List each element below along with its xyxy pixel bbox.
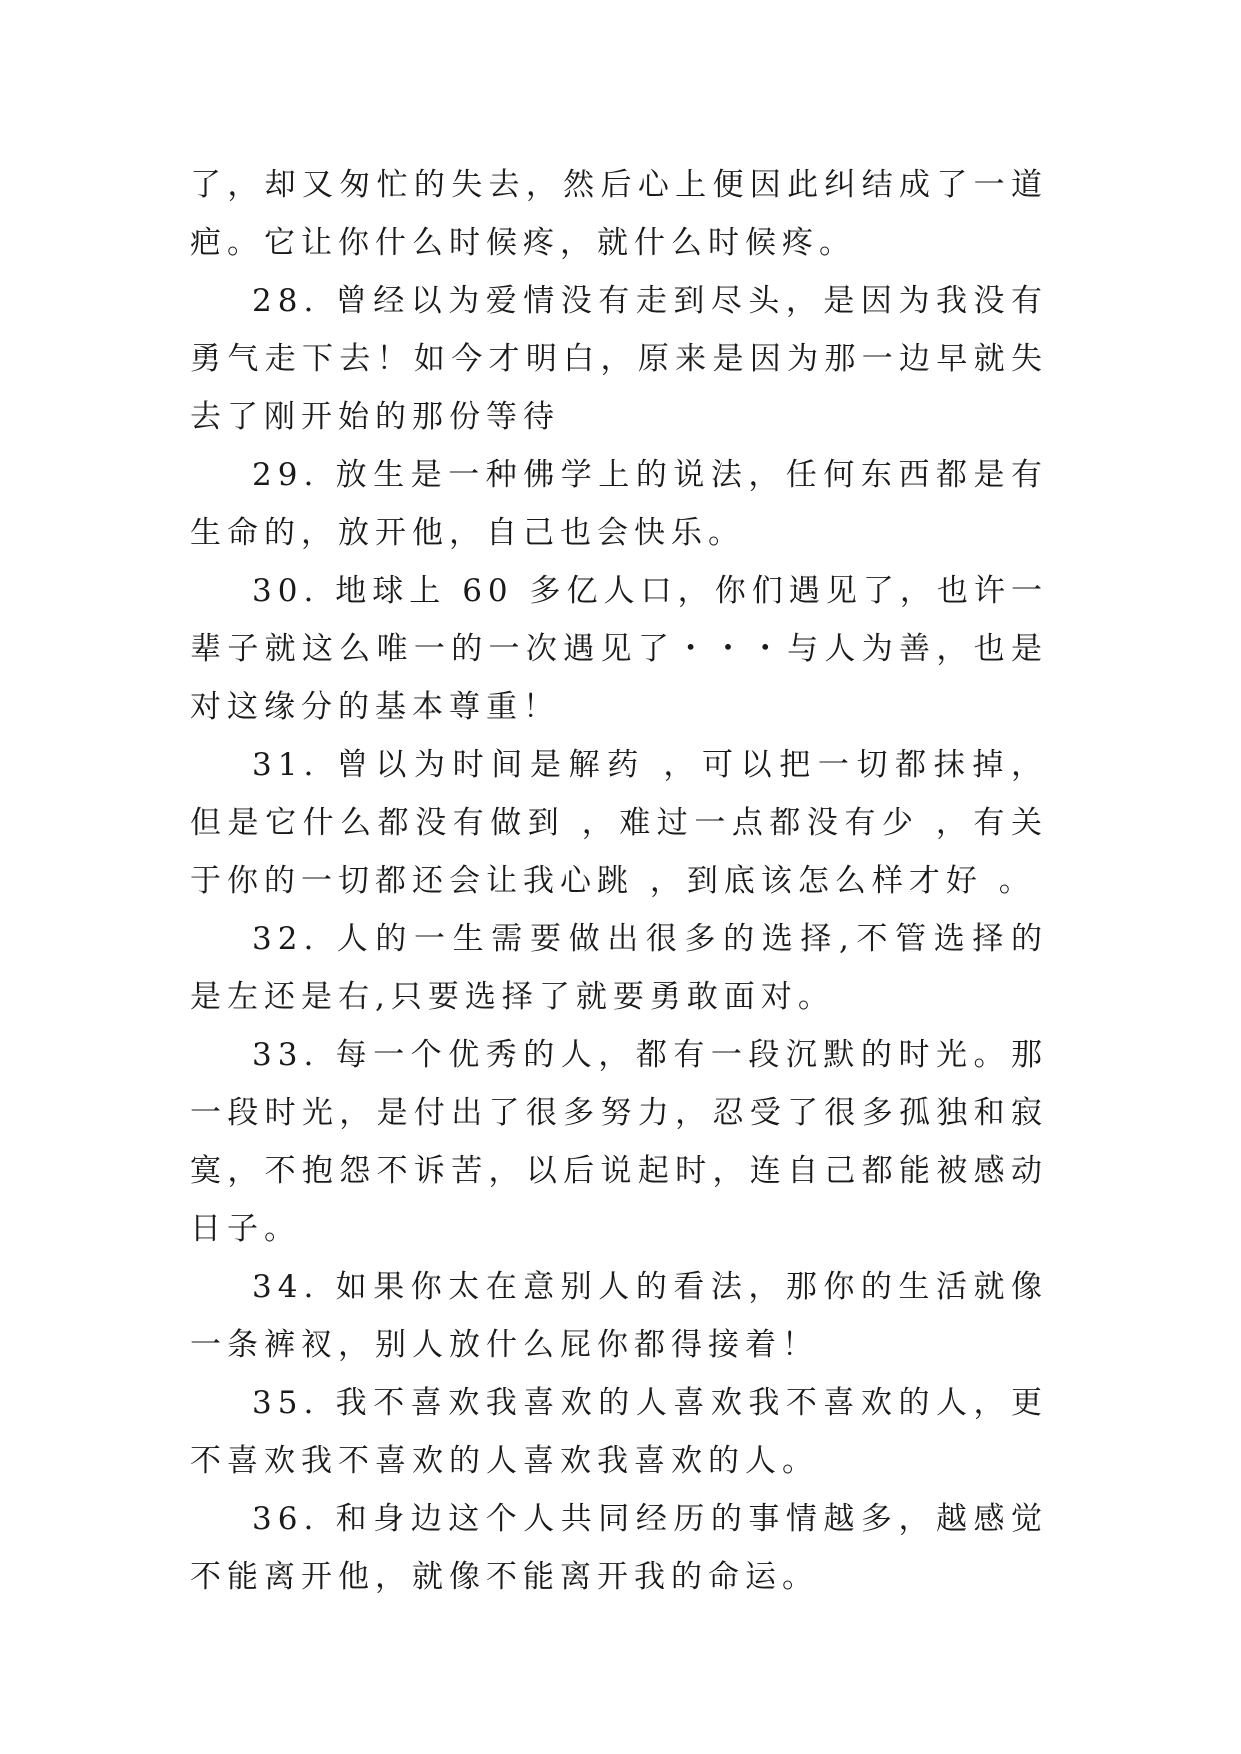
paragraph-36: 36. 和身边这个人共同经历的事情越多，越感觉不能离开他，就像不能离开我的命运。 [190, 1501, 1048, 1595]
paragraph-35: 35. 我不喜欢我喜欢的人喜欢我不喜欢的人，更不喜欢我不喜欢的人喜欢我喜欢的人。 [190, 1385, 1048, 1479]
paragraph-32: 32. 人的一生需要做出很多的选择,不管选择的是左还是右,只要选择了就要勇敢面对。 [190, 921, 1048, 1015]
paragraph-31: 31. 曾以为时间是解药 ，可以把一切都抹掉， 但是它什么都没有做到 ，难过一点都没有少 ，有关于你的一切都还会让我心跳 ，到底该怎么样才好 。 [190, 747, 1048, 899]
paragraph-continuation: 了，却又匆忙的失去，然后心上便因此纠结成了一道疤。它让你什么时候疼，就什么时候疼。 [190, 167, 1048, 261]
paragraph-30: 30. 地球上 60 多亿人口，你们遇见了，也许一辈子就这么唯一的一次遇见了・・・与人为善，也是对这缘分的基本尊重！ [190, 573, 1048, 725]
paragraph-29: 29. 放生是一种佛学上的说法，任何东西都是有生命的，放开他，自己也会快乐。 [190, 457, 1048, 551]
document-body [190, 156, 1048, 1606]
paragraph-34: 34. 如果你太在意别人的看法，那你的生活就像一条裤衩，别人放什么屁你都得接着！ [190, 1269, 1048, 1363]
paragraph-28: 28. 曾经以为爱情没有走到尽头，是因为我没有勇气走下去！如今才明白，原来是因为那一边早就失去了刚开始的那份等待 [190, 283, 1048, 435]
paragraph-33: 33. 每一个优秀的人，都有一段沉默的时光。那一段时光，是付出了很多努力，忍受了很多孤独和寂寞，不抱怨不诉苦，以后说起时，连自己都能被感动日子。 [190, 1037, 1048, 1247]
